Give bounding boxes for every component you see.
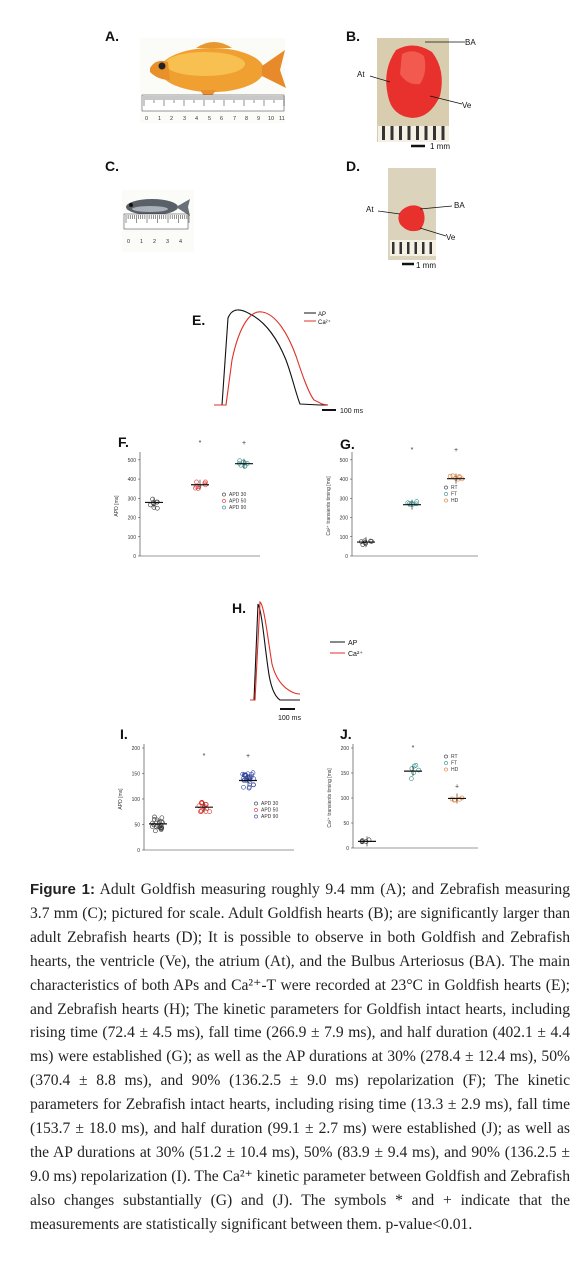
y-tick-label: 0: [137, 848, 140, 854]
ruler-c-label: 0: [127, 239, 131, 245]
legend-marker: [222, 506, 225, 509]
panel-label-b: B.: [346, 28, 360, 44]
panel-label-c: C.: [105, 158, 119, 174]
ruler-a-label: 3: [183, 116, 187, 122]
y-tick-label: 500: [339, 457, 348, 464]
scatter-plots: [114, 440, 478, 854]
legend-label-ap: AP: [348, 640, 358, 647]
data-point: [409, 777, 413, 781]
ruler-a-label: 2: [170, 116, 174, 122]
scale-tooth: [399, 126, 402, 140]
significance-mark: *: [410, 447, 414, 454]
figure-caption: [30, 878, 570, 1237]
y-tick-label: 300: [339, 496, 348, 503]
panel-label-e: E.: [192, 312, 206, 328]
y-tick-label: 100: [339, 534, 348, 541]
y-tick-label: 150: [131, 771, 140, 778]
scale-tooth: [407, 242, 410, 254]
label-ve: Ve: [446, 233, 456, 242]
legend-marker: [444, 755, 447, 758]
zebrafish-photo-c: [122, 190, 194, 252]
caption-lead: Figure 1:: [30, 881, 95, 898]
scale-tooth: [433, 126, 436, 140]
y-tick-label: 0: [345, 554, 348, 560]
scale-tooth: [422, 242, 425, 254]
data-point: [195, 480, 199, 484]
scale-tooth: [425, 126, 428, 140]
panel-label-a: A.: [105, 28, 119, 44]
legend-marker: [254, 808, 257, 811]
label-ve: Ve: [462, 101, 472, 110]
legend-label: APD 50: [261, 807, 279, 814]
goldfish-heart-photo-b: [370, 38, 465, 146]
chart-i: [118, 744, 294, 854]
ruler-a-label: 5: [208, 116, 212, 122]
scale-bar-label: 100 ms: [340, 408, 363, 415]
scale-tooth: [416, 126, 419, 140]
legend-label: APD 30: [229, 492, 247, 498]
legend-label: RT: [451, 754, 458, 760]
data-point: [251, 783, 255, 787]
y-tick-label: 100: [340, 796, 349, 802]
ruler-c-label: 4: [179, 239, 183, 245]
legend-marker: [444, 492, 447, 495]
scale-tooth: [391, 126, 394, 140]
ruler-a-label: 7: [233, 116, 237, 122]
panel-label-d: D.: [346, 158, 360, 174]
series-line-ap: [214, 310, 328, 405]
ruler-a-label: 11: [279, 116, 285, 122]
ruler-c-label: 1: [140, 239, 144, 245]
panel-label-h: H.: [232, 600, 246, 616]
y-tick-label: 100: [127, 534, 136, 541]
y-tick-label: 200: [131, 746, 140, 752]
y-axis-label: APD [ms]: [114, 495, 120, 517]
legend-label: RT: [451, 485, 458, 491]
y-tick-label: 150: [340, 771, 349, 777]
chart-h: [250, 602, 363, 722]
goldfish-photo-a: [140, 38, 286, 123]
scale-tooth: [442, 126, 445, 140]
panel-label-g: G.: [340, 436, 355, 452]
ruler-a-label: 0: [145, 116, 149, 122]
data-point: [153, 829, 157, 833]
legend-label-ca: Ca²⁺: [318, 320, 331, 326]
significance-mark: +: [454, 783, 460, 791]
scale-bar-label: 100 ms: [278, 715, 301, 722]
zebrafish-heart-photo-d: [378, 168, 452, 264]
y-tick-label: 50: [343, 821, 349, 827]
legend-marker: [222, 493, 225, 496]
panel-label-i: I.: [120, 726, 128, 742]
y-tick-label: 200: [340, 746, 349, 752]
data-point: [160, 816, 164, 820]
legend-label: APD 90: [229, 505, 247, 511]
y-tick-label: 100: [131, 797, 140, 803]
y-tick-label: 400: [339, 477, 348, 484]
significance-mark: *: [202, 753, 206, 760]
ruler-a-label: 6: [220, 116, 224, 122]
data-point: [241, 785, 245, 789]
y-tick-label: 200: [339, 515, 348, 522]
scale-tooth: [400, 242, 403, 254]
y-tick-label: 400: [127, 477, 136, 484]
y-axis-label: Ca²⁺ transients timing [ms]: [326, 476, 332, 536]
chart-f: [114, 440, 260, 560]
series-line-ca: [214, 312, 328, 405]
ruler-a-label: 9: [257, 116, 261, 122]
ruler-a-label: 10: [268, 116, 275, 122]
scale-tooth: [415, 242, 418, 254]
legend-label: APD 50: [229, 498, 247, 505]
label-scale: 1 mm: [430, 142, 450, 151]
legend-marker: [444, 486, 447, 489]
panel-label-f: F.: [118, 434, 129, 450]
data-point: [448, 474, 452, 478]
y-tick-label: 0: [346, 846, 349, 852]
data-point: [153, 815, 157, 819]
legend-marker: [222, 499, 225, 502]
chart-j: [327, 744, 478, 852]
legend-marker: [444, 499, 447, 502]
scale-tooth: [408, 126, 411, 140]
y-tick-label: 0: [133, 554, 136, 560]
chart-e: [214, 310, 363, 415]
y-tick-label: 50: [134, 822, 140, 829]
legend-label-ca: Ca²⁺: [348, 651, 363, 658]
ruler-a-label: 8: [245, 116, 249, 122]
legend-label: APD 90: [261, 814, 279, 820]
legend-marker: [254, 802, 257, 805]
y-tick-label: 200: [127, 515, 136, 522]
legend-label: FT: [451, 491, 458, 498]
ruler-c-label: 2: [153, 239, 157, 245]
y-tick-label: 500: [127, 457, 136, 464]
scale-tooth: [392, 242, 395, 254]
legend-label: APD 30: [261, 801, 279, 807]
significance-mark: *: [198, 440, 202, 447]
y-axis-label: Ca²⁺ transients timing [ms]: [327, 768, 333, 828]
data-point: [238, 459, 242, 463]
panel-label-j: J.: [340, 726, 352, 742]
label-ba: BA: [465, 38, 476, 47]
label-at: At: [357, 70, 365, 79]
legend-label-ap: AP: [318, 312, 327, 318]
legend-label: FT: [451, 760, 458, 767]
y-tick-label: 300: [127, 496, 136, 503]
scale-tooth: [430, 242, 433, 254]
label-ba: BA: [454, 201, 465, 210]
ruler-c-label: 3: [166, 239, 170, 245]
legend-marker: [444, 761, 447, 764]
scale-tooth: [382, 126, 385, 140]
significance-mark: +: [245, 753, 251, 760]
legend-label: HD: [451, 498, 459, 504]
label-at: At: [366, 205, 374, 214]
significance-mark: *: [411, 745, 415, 752]
ruler-a-label: 4: [195, 116, 199, 122]
significance-mark: +: [241, 440, 247, 447]
legend-label: HD: [451, 767, 459, 773]
y-axis-label: APD [ms]: [118, 788, 124, 810]
data-point: [208, 810, 212, 814]
label-scale: 1 mm: [416, 261, 436, 270]
legend-marker: [444, 768, 447, 771]
caption-text: Adult Goldfish measuring roughly 9.4 mm (A); and Zebrafish measuring 3.7 mm (C); pictured for scale. Adult Goldfish hearts (B); are significantly larger than adult Zebrafish hearts (D); It is possible to observe in both Goldfish and Zebrafish hearts, the ventricle (Ve), the atrium (At), and the Bulbus Arteriosus (BA). The main characteristics of both APs and Ca²⁺-T were recorded at 23°C in Goldfish hearts (E); and Zebrafish hearts (H); The kinetic parameters for Goldfish intact hearts, including rising time (72.4 ± 4.5 ms), fall time (266.9 ± 7.9 ms), and half duration (402.1 ± 4.4 ms) were established (G); as well as the AP durations at 30% (278.4 ± 12.4 ms), 50% (370.4 ± 8.8 ms), and 90% (136.2.5 ± 9.0 ms) repolarization (F); The kinetic parameters for Zebrafish intact hearts, including rising time (13.3 ± 2.9 ms), fall time (153.7 ± 18.0 ms), and half duration (99.1 ± 2.7 ms) were established (J); as well as the AP durations at 30% (51.2 ± 10.4 ms), 50% (83.9 ± 9.4 ms), and 90% (136.2.5 ± 9.0 ms) repolarization (I). The Ca²⁺ kinetic parameter between Goldfish and Zebrafish also changes substantially (G) and (J). The symbols * and + indicate that the measurements are statistically significant between them. p-value<0.01.: [30, 881, 570, 1233]
ruler-a-label: 1: [158, 116, 162, 122]
chart-g: [326, 447, 478, 560]
legend-marker: [254, 815, 257, 818]
significance-mark: +: [453, 447, 459, 454]
